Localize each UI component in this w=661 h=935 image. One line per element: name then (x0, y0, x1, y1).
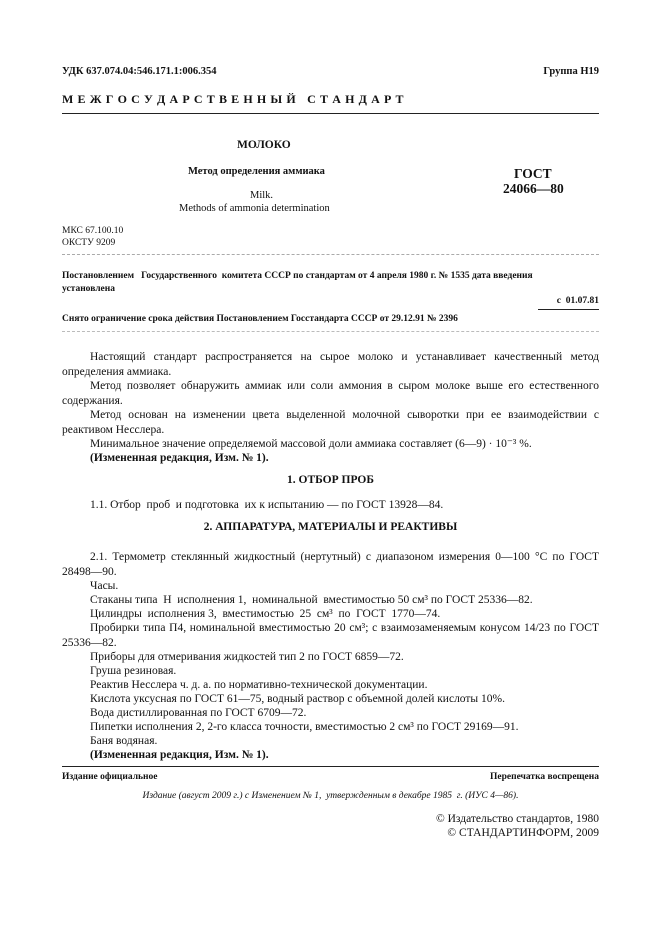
copyright-2: © СТАНДАРТИНФОРМ, 2009 (447, 827, 599, 839)
mks-code: МКС 67.100.10 (62, 226, 124, 236)
section-2-item: Реактив Несслера ч. д. а. по нормативно-технической документации. (90, 679, 428, 691)
intro-paragraph-1: Настоящий стандарт распространяется на сырое молоко и устанавливает качественный метод определения аммиака. (62, 351, 599, 378)
date-underline (538, 309, 599, 310)
section-2-item: Часы. (90, 580, 119, 592)
section-2-probirki: Пробирки типа П4, номинальной вместимостью 20 см³; с взаимозаменяемым конусом 14/23 по ГОСТ 25336—82. (62, 622, 599, 649)
section-2-item: Груша резиновая. (90, 665, 177, 677)
footer-rule (62, 766, 599, 767)
section-2-amendment: (Измененная редакция, Изм. № 1). (90, 749, 269, 761)
section-1-heading: 1. ОТБОР ПРОБ (287, 474, 374, 486)
section-2-item: Пипетки исполнения 2, 2-го класса точности, вместимостью 2 см³ по ГОСТ 29169—91. (90, 721, 519, 733)
section-2-item: Вода дистиллированная по ГОСТ 6709—72. (90, 707, 307, 719)
gost-label: ГОСТ (514, 166, 552, 181)
title-en: Milk. (250, 190, 274, 201)
section-2-item: Цилиндры исполнения 3, вместимостью 25 см³ по ГОСТ 1770—74. (90, 608, 441, 620)
reprint-prohibited-label: Перепечатка воспрещена (489, 772, 599, 782)
section-2-item: Кислота уксусная по ГОСТ 61—75, водный раствор с объемной долей кислоты 10%. (90, 693, 505, 705)
edition-note: Издание (август 2009 г.) с Изменением № 1, утвержденным в декабре 1985 г. (ИУС 4—86). (142, 791, 519, 801)
intro-amendment: (Измененная редакция, Изм. № 1). (90, 452, 269, 464)
intro-paragraph-3: Метод основан на изменении цвета выделенной молочной сыворотки при ее взаимодействии с реактивом Несслера. (62, 409, 599, 436)
group-code: Группа Н19 (543, 66, 599, 77)
decree-line-1: Постановлением Государственного комитета СССР по стандартам от 4 апреля 1980 г. № 1535 дата введения (62, 271, 533, 281)
gost-number: 24066—80 (503, 181, 564, 196)
section-2-item: Баня водяная. (90, 735, 158, 747)
copyright-1: © Издательство стандартов, 1980 (435, 813, 599, 825)
section-2-item: Приборы для отмеривания жидкостей тип 2 по ГОСТ 6859—72. (90, 651, 404, 663)
intro-paragraph-4: Минимальное значение определяемой массовой доли аммиака составляет (6—9) · 10⁻³ %. (90, 438, 532, 450)
header-rule (62, 113, 599, 114)
interstate-standard-banner: М Е Ж Г О С У Д А Р С Т В Е Н Н Ы Й С Т А Н Д А Р Т (62, 92, 405, 106)
section-2-paragraph-1: 2.1. Термометр стеклянный жидкостный (нертутный) с диапазоном измерения 0—100 °С по ГОСТ 28498—90. (62, 551, 599, 578)
decree-line-2: установлена (62, 284, 115, 294)
intro-paragraph-2: Метод позволяет обнаружить аммиак или соли аммония в сыром молоке выше его естественного содержания. (62, 380, 599, 407)
decree-rule (62, 331, 599, 332)
section-1-paragraph: 1.1. Отбор проб и подготовка их к испытанию — по ГОСТ 13928—84. (90, 499, 444, 511)
udk-code: УДК 637.074.04:546.171.1:006.354 (62, 66, 217, 77)
section-2-item: Стаканы типа Н исполнения 1, номинальной вместимостью 50 см³ по ГОСТ 25336—82. (90, 594, 533, 606)
document-title: МОЛОКО (237, 139, 291, 151)
official-edition-label: Издание официальное (62, 772, 158, 782)
okstu-code: ОКСТУ 9209 (62, 238, 116, 248)
introduction-date: с 01.07.81 (556, 296, 599, 306)
codes-rule (62, 254, 599, 255)
subtitle-en: Methods of ammonia determination (179, 203, 330, 214)
limit-removed-note: Снято ограничение срока действия Постановлением Госстандарта СССР от 29.12.91 № 2396 (62, 314, 458, 324)
section-2-heading: 2. АППАРАТУРА, МАТЕРИАЛЫ И РЕАКТИВЫ (203, 521, 458, 533)
document-subtitle: Метод определения аммиака (188, 166, 325, 177)
